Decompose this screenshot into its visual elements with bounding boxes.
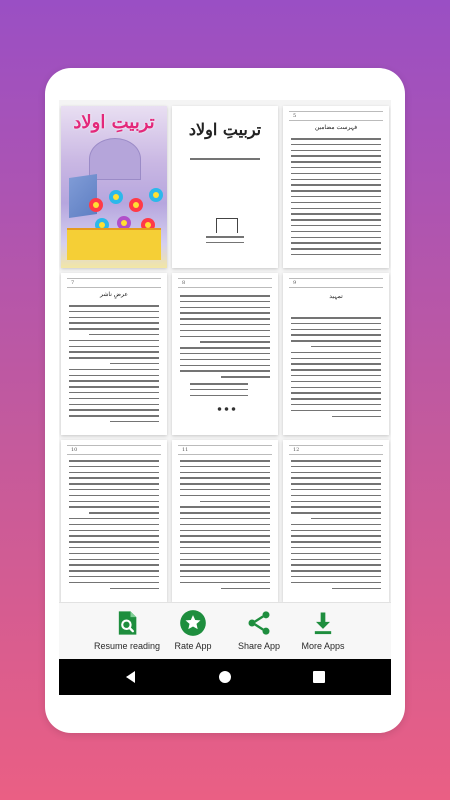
bottom-action-bar xyxy=(59,602,391,660)
home-icon[interactable] xyxy=(215,667,235,687)
ornament-dots xyxy=(216,407,236,411)
app-screen xyxy=(59,100,391,695)
page-header xyxy=(178,445,272,455)
flower-icon xyxy=(89,198,103,212)
page-thumbnail[interactable] xyxy=(61,273,167,435)
author-line xyxy=(190,158,260,164)
page-thumbnail[interactable] xyxy=(172,440,278,602)
page-thumbnail[interactable] xyxy=(61,440,167,602)
page-header xyxy=(178,278,272,288)
page-number: 5 xyxy=(293,113,297,119)
download-icon xyxy=(309,609,337,637)
page-header xyxy=(67,278,161,288)
page-header xyxy=(289,278,383,288)
page-thumbnail[interactable] xyxy=(172,273,278,435)
rate-app-label: Rate App xyxy=(174,641,212,651)
page-number: 11 xyxy=(182,447,189,453)
title-page-heading: تربیتِ اولاد xyxy=(188,120,262,139)
contents-heading: فہرست مضامین xyxy=(314,124,358,131)
resume-reading-label: Resume reading xyxy=(93,641,161,651)
page-number: 8 xyxy=(182,280,186,286)
text-lines xyxy=(69,305,159,427)
signature-lines xyxy=(190,383,248,400)
flower-icon xyxy=(129,198,143,212)
star-icon xyxy=(179,609,207,637)
back-icon[interactable] xyxy=(121,667,141,687)
more-apps-label: More Apps xyxy=(301,641,345,651)
page-number: 7 xyxy=(71,280,75,286)
text-lines xyxy=(180,460,270,593)
page-header xyxy=(289,445,383,455)
book-cover-thumbnail[interactable] xyxy=(61,106,167,268)
share-app-label: Share App xyxy=(237,641,281,651)
page-number: 12 xyxy=(293,447,300,453)
text-lines xyxy=(180,295,270,382)
share-icon xyxy=(245,609,273,637)
text-lines xyxy=(69,460,159,593)
page-number: 10 xyxy=(71,447,78,453)
more-apps-button[interactable] xyxy=(283,609,363,651)
book-search-icon xyxy=(113,609,141,637)
cover-title: تربیتِ اولاد xyxy=(73,112,155,133)
publisher-logo xyxy=(216,218,238,233)
publisher-line xyxy=(206,236,244,248)
flower-icon xyxy=(109,190,123,204)
recents-icon[interactable] xyxy=(309,667,329,687)
android-nav-bar xyxy=(59,659,391,695)
contents-lines xyxy=(291,138,381,260)
page-thumbnail[interactable] xyxy=(283,273,389,435)
title-page-thumbnail[interactable] xyxy=(172,106,278,268)
cover-bottom-band xyxy=(67,228,161,260)
text-lines xyxy=(291,460,381,593)
page-number: 9 xyxy=(293,280,297,286)
page-heading: عرضِ ناشر xyxy=(100,291,128,298)
flower-icon xyxy=(149,188,163,202)
contents-page-thumbnail[interactable] xyxy=(283,106,389,268)
page-thumbnail[interactable] xyxy=(283,440,389,602)
page-header xyxy=(67,445,161,455)
page-heading: تمہید xyxy=(329,293,343,300)
text-lines xyxy=(291,317,381,421)
page-grid xyxy=(59,100,391,602)
page-header xyxy=(289,111,383,121)
